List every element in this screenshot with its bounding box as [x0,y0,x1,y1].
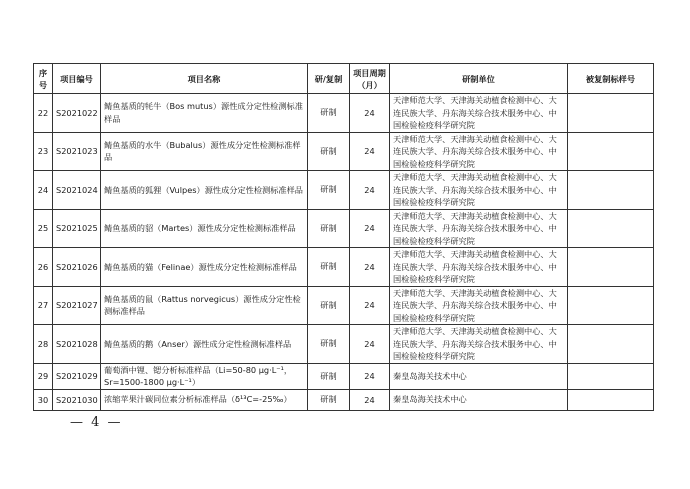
cell-code: S2021023 [53,132,101,171]
cell-code: S2021022 [53,94,101,133]
table-row [34,286,654,325]
cell-type: 研制 [308,94,350,133]
cell-period: 24 [350,132,390,171]
cell-no: 22 [34,94,53,133]
header-unit: 研制单位 [390,64,568,94]
cell-copy [568,325,654,364]
cell-copy [568,132,654,171]
cell-type: 研制 [308,248,350,287]
cell-no: 24 [34,171,53,210]
cell-no: 27 [34,286,53,325]
cell-copy [568,94,654,133]
cell-name: 鲭鱼基质的狐狸（Vulpes）源性成分定性检测标准样品 [101,171,308,210]
header-copy: 被复制标样号 [568,64,654,94]
page-number: — 4 — [70,415,123,430]
table-row [34,171,654,210]
cell-no: 28 [34,325,53,364]
cell-copy [568,363,654,389]
header-period: 项目周期（月） [350,64,390,94]
cell-unit: 天津师范大学、天津海关动植食检测中心、大连民族大学、丹东海关综合技术服务中心、中国检验检疫科学研究院 [390,171,568,210]
cell-no: 23 [34,132,53,171]
cell-name: 鲭鱼基质的鼠（Rattus norvegicus）源性成分定性检测标准样品 [101,286,308,325]
cell-no: 26 [34,248,53,287]
table-row [34,389,654,410]
cell-code: S2021029 [53,363,101,389]
cell-no: 29 [34,363,53,389]
cell-period: 24 [350,389,390,410]
cell-name: 鲭鱼基质的猫（Felinae）源性成分定性检测标准样品 [101,248,308,287]
header-code: 项目编号 [53,64,101,94]
cell-type: 研制 [308,363,350,389]
cell-unit: 天津师范大学、天津海关动植食检测中心、大连民族大学、丹东海关综合技术服务中心、中国检验检疫科学研究院 [390,325,568,364]
table-row [34,363,654,389]
standard-sample-table [33,63,654,411]
cell-code: S2021027 [53,286,101,325]
cell-period: 24 [350,363,390,389]
cell-period: 24 [350,325,390,364]
cell-code: S2021028 [53,325,101,364]
cell-copy [568,171,654,210]
cell-copy [568,209,654,248]
cell-no: 30 [34,389,53,410]
table-row [34,325,654,364]
table-row [34,94,654,133]
cell-type: 研制 [308,171,350,210]
table-body [34,94,654,411]
cell-period: 24 [350,286,390,325]
cell-unit: 天津师范大学、天津海关动植食检测中心、大连民族大学、丹东海关综合技术服务中心、中国检验检疫科学研究院 [390,248,568,287]
cell-unit: 天津师范大学、天津海关动植食检测中心、大连民族大学、丹东海关综合技术服务中心、中国检验检疫科学研究院 [390,286,568,325]
cell-copy [568,248,654,287]
cell-period: 24 [350,171,390,210]
cell-code: S2021030 [53,389,101,410]
cell-code: S2021025 [53,209,101,248]
cell-no: 25 [34,209,53,248]
cell-unit: 秦皇岛海关技术中心 [390,363,568,389]
cell-name: 浓缩苹果汁碳同位素分析标准样品（δ¹³C=-25‰） [101,389,308,410]
cell-unit: 秦皇岛海关技术中心 [390,389,568,410]
cell-copy [568,286,654,325]
cell-code: S2021026 [53,248,101,287]
cell-type: 研制 [308,286,350,325]
cell-name: 葡萄酒中锂、锶分析标准样品（Li=50-80 μg·L⁻¹，Sr=1500-1800 μg·L⁻¹） [101,363,308,389]
cell-unit: 天津师范大学、天津海关动植食检测中心、大连民族大学、丹东海关综合技术服务中心、中国检验检疫科学研究院 [390,94,568,133]
cell-type: 研制 [308,389,350,410]
cell-type: 研制 [308,132,350,171]
table-row [34,132,654,171]
cell-name: 鲭鱼基质的牦牛（Bos mutus）源性成分定性检测标准样品 [101,94,308,133]
cell-period: 24 [350,248,390,287]
cell-code: S2021024 [53,171,101,210]
cell-period: 24 [350,209,390,248]
cell-name: 鲭鱼基质的鹅（Anser）源性成分定性检测标准样品 [101,325,308,364]
header-no: 序号 [34,64,53,94]
cell-unit: 天津师范大学、天津海关动植食检测中心、大连民族大学、丹东海关综合技术服务中心、中国检验检疫科学研究院 [390,209,568,248]
cell-copy [568,389,654,410]
cell-unit: 天津师范大学、天津海关动植食检测中心、大连民族大学、丹东海关综合技术服务中心、中国检验检疫科学研究院 [390,132,568,171]
header-type: 研/复制 [308,64,350,94]
cell-type: 研制 [308,209,350,248]
cell-name: 鲭鱼基质的貂（Martes）源性成分定性检测标准样品 [101,209,308,248]
table-row [34,209,654,248]
header-name: 项目名称 [101,64,308,94]
table-row [34,248,654,287]
table-header-row [34,64,654,94]
cell-period: 24 [350,94,390,133]
cell-name: 鲭鱼基质的水牛（Bubalus）源性成分定性检测标准样品 [101,132,308,171]
cell-type: 研制 [308,325,350,364]
